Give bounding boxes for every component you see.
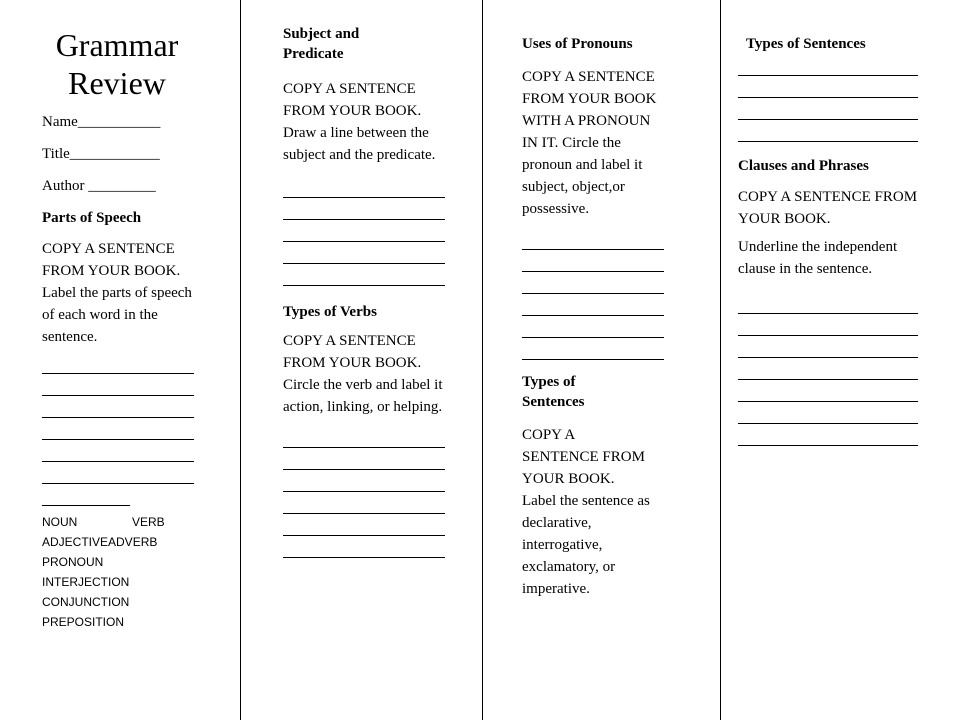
clauses-phrases-instructions-1: COPY A SENTENCE FROM YOUR BOOK. (738, 189, 918, 227)
answer-lines (738, 54, 918, 142)
answer-line[interactable] (42, 440, 194, 462)
answer-line[interactable] (283, 198, 445, 220)
answer-line[interactable] (522, 316, 664, 338)
answer-line[interactable] (738, 380, 918, 402)
answer-line[interactable] (738, 424, 918, 446)
subject-predicate-heading: Subject and Predicate (283, 26, 360, 62)
types-of-verbs-instructions-1: COPY A SENTENCE FROM YOUR BOOK. (283, 333, 422, 371)
pos-adverb: ADVERB (108, 535, 158, 549)
answer-line[interactable] (522, 338, 664, 360)
uses-of-pronouns-instructions: COPY A SENTENCE FROM YOUR BOOK WITH A PRONOUN IN IT. Circle the pronoun and label it subject, object,or possessive. (522, 69, 657, 217)
column-divider-3 (720, 0, 721, 720)
column-divider-2 (482, 0, 483, 720)
answer-line[interactable] (738, 54, 918, 76)
answer-line[interactable] (42, 396, 194, 418)
title-line-1: Grammar (55, 27, 179, 63)
author-field[interactable]: Author _________ (42, 178, 156, 194)
answer-line[interactable] (522, 228, 664, 250)
answer-line[interactable] (522, 272, 664, 294)
title-field[interactable]: Title____________ (42, 146, 160, 162)
answer-lines (522, 228, 664, 360)
answer-line[interactable] (738, 76, 918, 98)
answer-line[interactable] (42, 374, 194, 396)
answer-line[interactable] (283, 242, 445, 264)
answer-line[interactable] (738, 314, 918, 336)
types-of-sentences-heading-2: Types of Sentences (746, 36, 866, 52)
answer-lines (283, 176, 445, 286)
answer-line[interactable] (42, 418, 194, 440)
pos-interjection: INTERJECTION (42, 575, 130, 589)
pos-adjective: ADJECTIVE (42, 535, 109, 549)
parts-of-speech-list (42, 512, 200, 532)
answer-line[interactable] (283, 220, 445, 242)
uses-of-pronouns-heading: Uses of Pronouns (522, 36, 633, 52)
answer-line[interactable] (283, 448, 445, 470)
types-of-verbs-instructions-2: Circle the verb and label it action, linking, or helping. (283, 377, 443, 415)
column-subject-predicate (283, 24, 445, 558)
answer-line[interactable] (522, 294, 664, 316)
types-of-sentences-instructions: COPY A SENTENCE FROM YOUR BOOK. Label the sentence as declarative, interrogative, exclamatory, or imperative. (522, 427, 650, 597)
answer-line[interactable] (283, 536, 445, 558)
pos-conjunction: CONJUNCTION (42, 595, 130, 609)
answer-line[interactable] (738, 402, 918, 424)
answer-line[interactable] (42, 462, 194, 484)
parts-of-speech-heading: Parts of Speech (42, 210, 142, 226)
answer-line[interactable] (522, 250, 664, 272)
clauses-phrases-instructions-2: Underline the independent clause in the sentence. (738, 239, 898, 277)
parts-of-speech-instructions-1: COPY A SENTENCE FROM YOUR BOOK. (42, 241, 181, 279)
answer-line[interactable] (283, 514, 445, 536)
page-title (42, 26, 192, 102)
answer-line[interactable] (283, 264, 445, 286)
pos-pronoun: PRONOUN (42, 555, 104, 569)
types-of-sentences-heading: Types of Sentences (522, 374, 585, 410)
types-of-verbs-heading: Types of Verbs (283, 304, 377, 320)
answer-lines (738, 292, 918, 446)
pos-verb: VERB (132, 515, 165, 529)
answer-line[interactable] (738, 336, 918, 358)
answer-line[interactable] (283, 176, 445, 198)
name-field[interactable]: Name___________ (42, 114, 161, 130)
pos-preposition: PREPOSITION (42, 615, 125, 629)
column-divider-1 (240, 0, 241, 720)
column-grammar-review (42, 26, 200, 632)
answer-line[interactable] (738, 358, 918, 380)
parts-of-speech-instructions-2: Label the parts of speech of each word in the sentence. (42, 285, 192, 345)
column-sentences-clauses (738, 34, 920, 446)
answer-line-short[interactable] (42, 484, 130, 506)
answer-line[interactable] (738, 120, 918, 142)
clauses-phrases-heading: Clauses and Phrases (738, 158, 869, 174)
answer-lines (42, 352, 194, 506)
answer-line[interactable] (42, 352, 194, 374)
pos-noun: NOUN (42, 515, 78, 529)
answer-line[interactable] (738, 98, 918, 120)
column-pronouns (522, 34, 668, 600)
answer-lines (283, 426, 445, 558)
subject-predicate-instructions: COPY A SENTENCE FROM YOUR BOOK. Draw a line between the subject and the predicate. (283, 81, 436, 163)
answer-line[interactable] (283, 492, 445, 514)
title-line-2: Review (68, 65, 166, 101)
answer-line[interactable] (283, 470, 445, 492)
answer-line[interactable] (283, 426, 445, 448)
answer-line[interactable] (738, 292, 918, 314)
